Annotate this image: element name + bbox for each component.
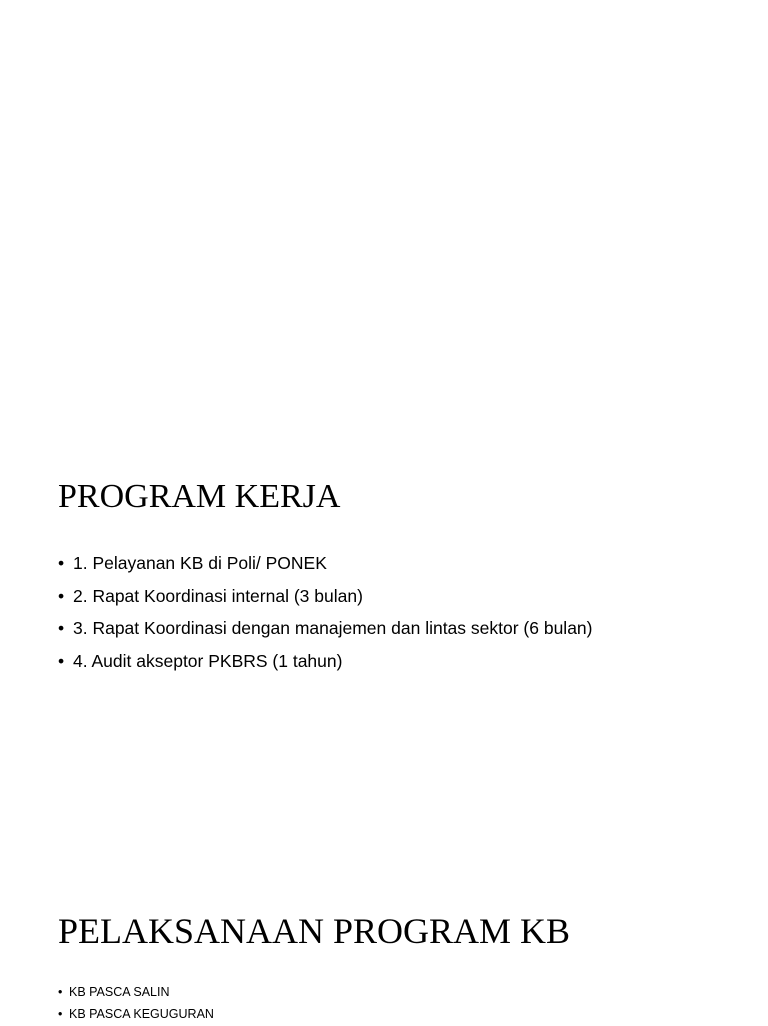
section-title-pelaksanaan-program-kb: PELAKSANAAN PROGRAM KB [58, 911, 571, 951]
list-item: • KB PASCA KEGUGURAN [58, 1004, 214, 1026]
list-item: • 2. Rapat Koordinasi internal (3 bulan) [58, 583, 593, 616]
list-item: • KB PASCA SALIN [58, 982, 214, 1004]
list-item: • 1. Pelayanan KB di Poli/ PONEK [58, 550, 593, 583]
list-item: • 3. Rapat Koordinasi dengan manajemen dan lintas sektor (6 bulan) [58, 615, 593, 648]
list-item: • 4. Audit akseptor PKBRS (1 tahun) [58, 648, 593, 681]
pelaksanaan-program-list [58, 982, 214, 1026]
program-kerja-list [58, 550, 593, 680]
section-title-program-kerja: PROGRAM KERJA [58, 478, 341, 515]
